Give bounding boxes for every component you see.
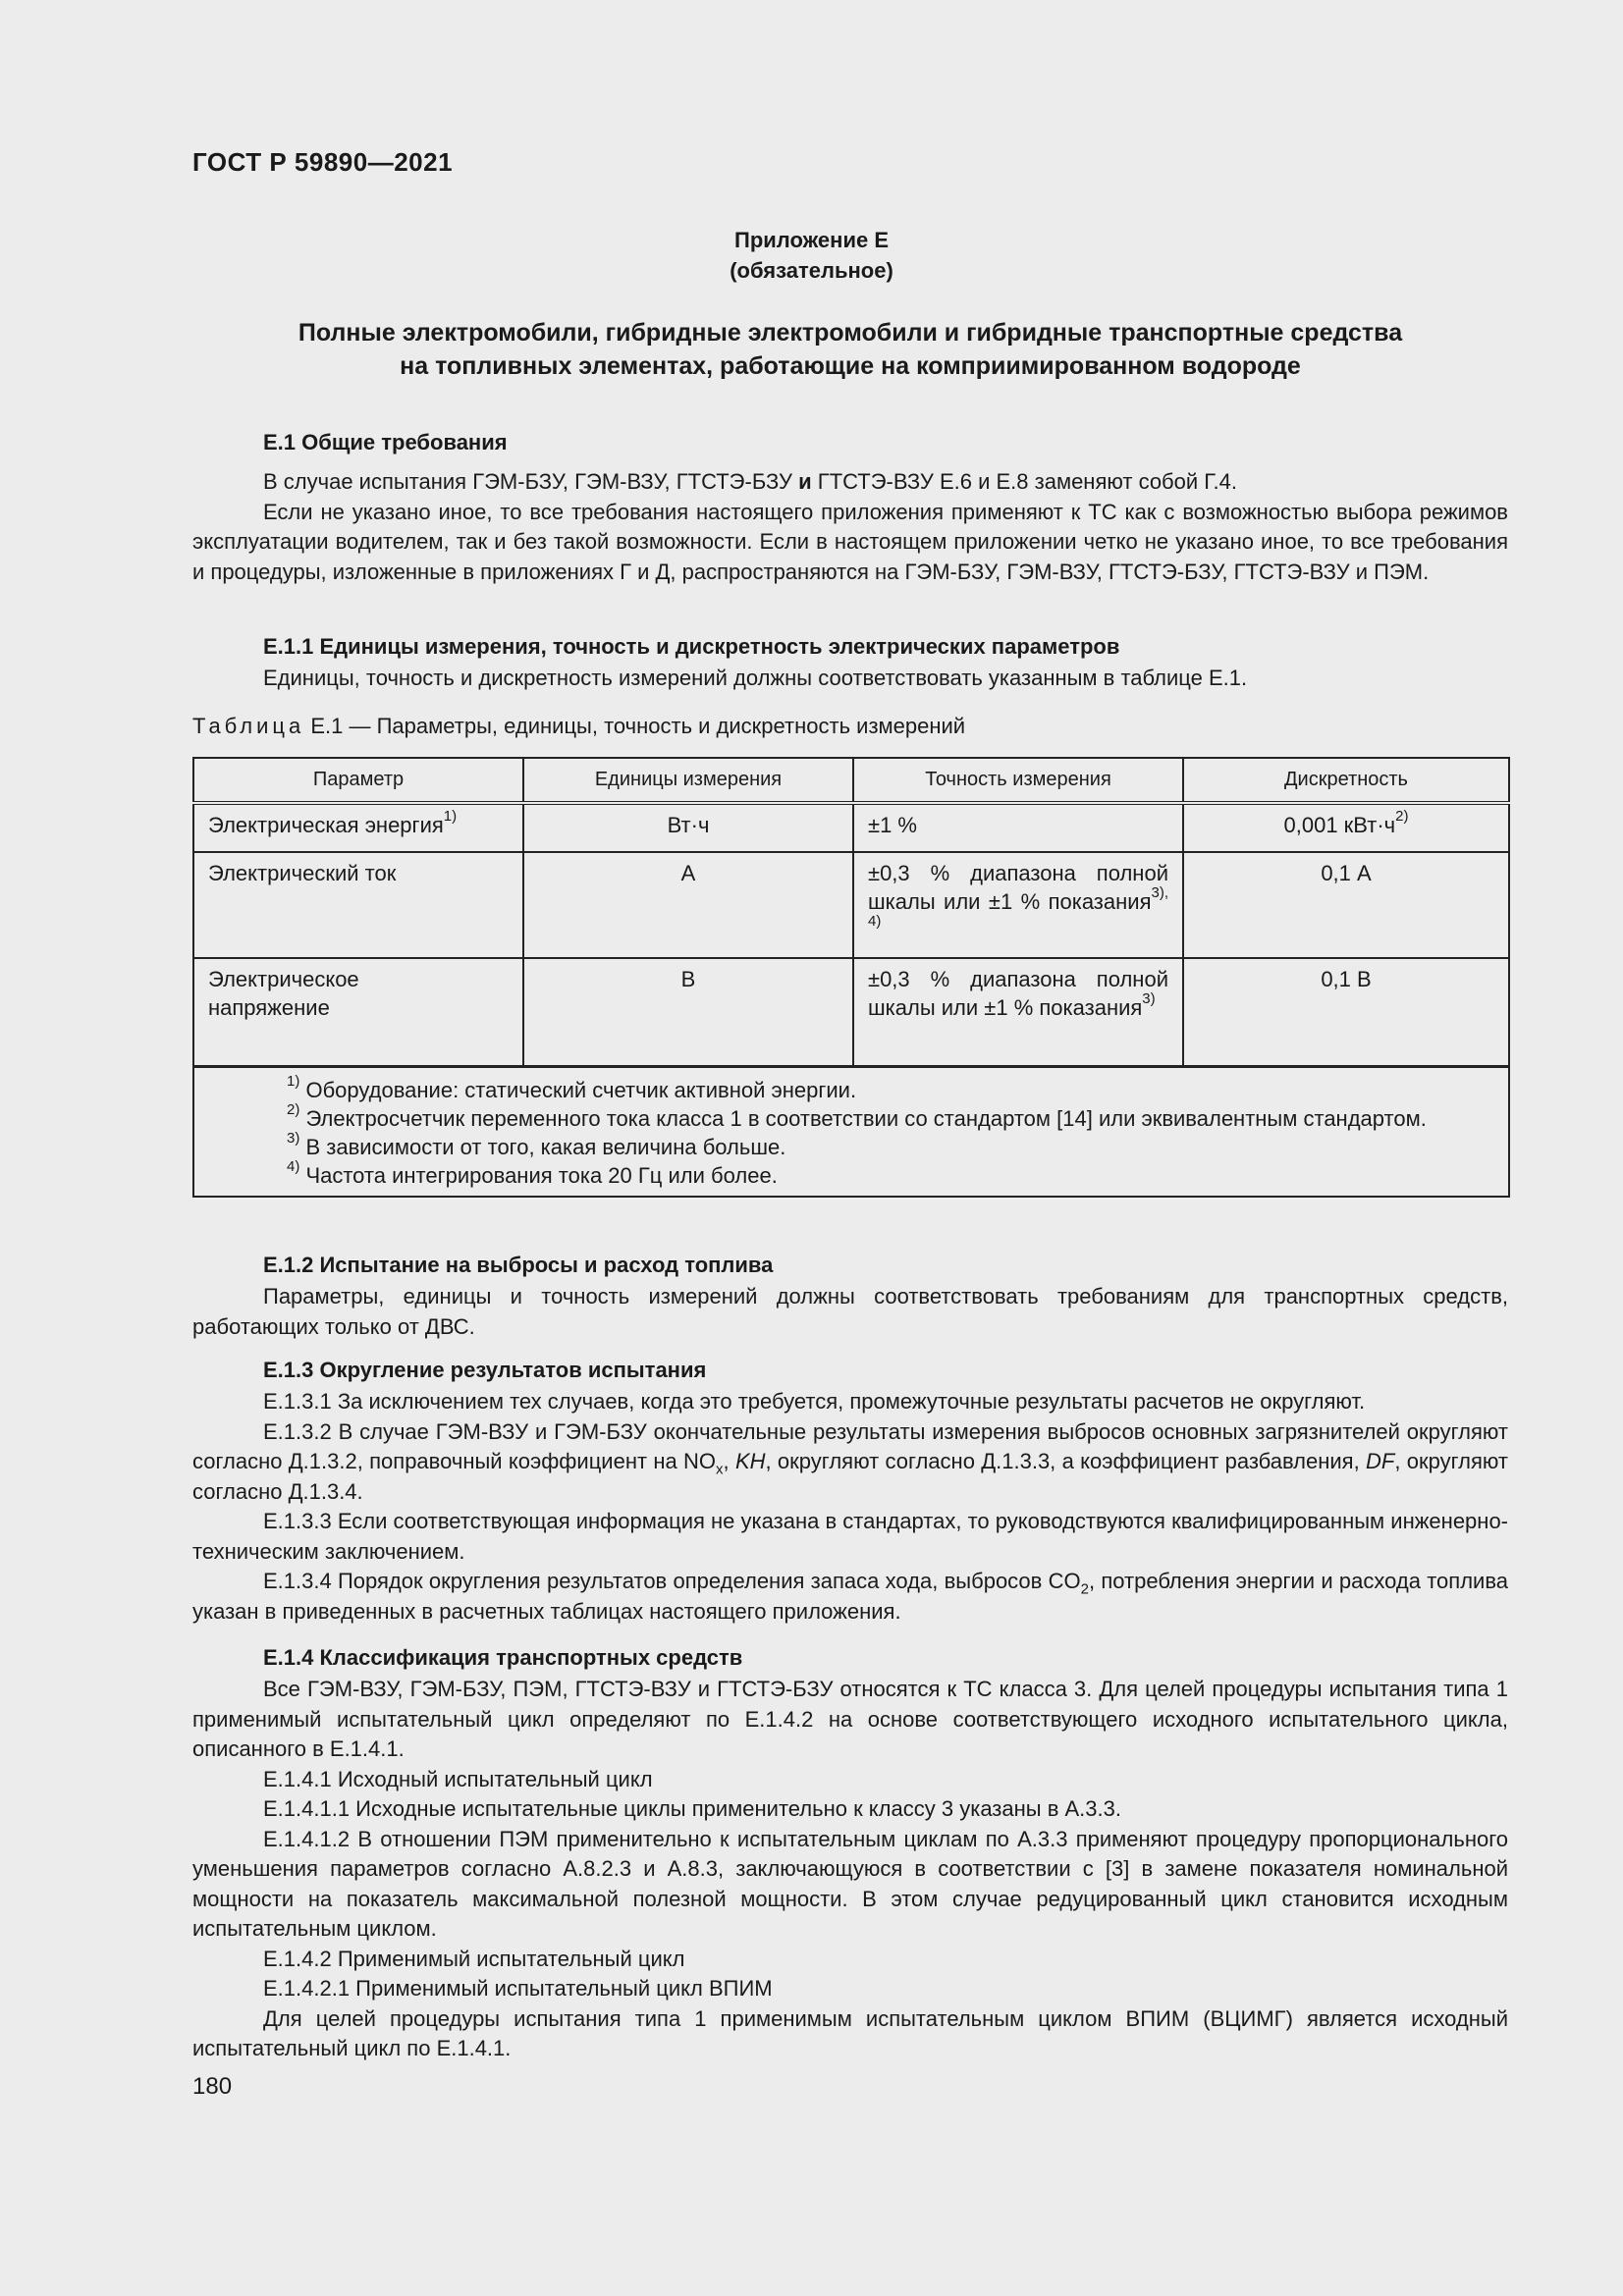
text: Е.1.3.4 Порядок округления результатов определения запаса хода, выбросов CO [263,1569,1081,1593]
table-cell: Электрический ток [193,852,523,958]
footnote-mark: 1) [287,1072,300,1090]
appendix-title [192,316,1508,383]
section-e13-heading: Е.1.3 Округление результатов испытания [263,1358,707,1382]
note-text: Электросчетчик переменного тока класса 1 в соответствии со стандартом [14] или эквивалентным стандартом. [299,1105,1427,1131]
table-note [208,1100,1494,1133]
caption-text: Е.1 — Параметры, единицы, точность и дискретность измерений [304,714,966,738]
section-e13-p2 [192,1417,1508,1508]
parameters-table [192,757,1510,1198]
caption-word: Таблица [192,714,305,738]
table-header-row [193,758,1509,803]
subscript: 2 [1080,1580,1089,1598]
appendix-status: (обязательное) [730,258,893,283]
section-e14-p7: Для целей процедуры испытания типа 1 применимым испытательным циклом ВПИМ (ВЦИМГ) является исходный испытательный цикл по Е.1.4.1. [192,2005,1508,2060]
section-e12-body [192,1282,1508,1342]
section-e1-heading: Е.1 Общие требования [263,430,508,454]
note-text: Частота интегрирования тока 20 Гц или более. [299,1162,778,1188]
table-cell [193,803,523,852]
table-cell: Вт·ч [523,803,853,852]
section-e13-p1: Е.1.3.1 За исключением тех случаев, когда это требуется, промежуточные результаты расчетов не округляют. [263,1389,1366,1414]
table-caption [192,714,965,739]
column-header: Единицы измерения [523,758,853,803]
section-e11-heading: Е.1.1 Единицы измерения, точность и дискретность электрических параметров [263,634,1120,659]
section-e14-body [192,1675,1508,2064]
note-text: Оборудование: статический счетчик активной энергии. [299,1077,857,1102]
table-cell: 0,1 В [1183,958,1509,1066]
table-cell [853,958,1183,1066]
table-note [208,1129,1494,1161]
table-cell: В [523,958,853,1066]
section-e14-p4: Е.1.4.1.2 В отношении ПЭМ применительно к испытательным циклам по А.3.3 применяют процедуру пропорционального уменьшения параметров согласно А.8.2.3 и А.8.3, заключающуюся в соответствии с [3] в замене показателя номинальной мощности на показатель максимальной полезной мощности. В этом случае редуцированный цикл становится исходным испытательным циклом. [192,1826,1508,1941]
section-e13-p3: Е.1.3.3 Если соответствующая информация не указана в стандартах, то руководствуются квалифицированным инженерно-техническим заключением. [192,1509,1508,1564]
cell-text: ±0,3 % диапазона полной шкалы или ±1 % показания [868,861,1168,914]
text: , [723,1449,735,1473]
footnote-mark: 3), 4) [868,884,1168,930]
appendix-title-line2: на топливных элементах, работающие на комприимированном водороде [400,352,1301,380]
table-note [208,1072,1494,1104]
section-e1-body [192,467,1508,587]
text: В случае испытания ГЭМ-БЗУ, ГЭМ-ВЗУ, ГТСТЭ-БЗУ [263,469,799,494]
cell-text: ±1 % [868,813,917,837]
text: ГТСТЭ-ВЗУ Е.6 и Е.8 заменяют собой Г.4. [811,469,1237,494]
footnote-mark: 1) [443,808,458,825]
table-notes [193,1066,1509,1197]
cell-text: Электрическая энергия [208,813,444,837]
table-notes-row [193,1066,1509,1197]
footnote-mark: 2) [287,1100,300,1118]
note-text: В зависимости от того, какая величина больше. [299,1134,786,1159]
section-e11-body [192,664,1508,694]
text: , округляют согласно Д.1.3.4. [192,1449,1508,1504]
text-bold: и [798,469,812,494]
document-header: ГОСТ Р 59890—2021 [192,147,454,177]
text: Е.1.3.2 В случае ГЭМ-ВЗУ и ГЭМ-БЗУ окончательные результаты измерения выбросов основных загрязнителей округляют согласно Д.1.3.2, поправочный коэффициент на NO [192,1418,1508,1473]
cell-text: 0,001 кВт·ч [1283,813,1396,837]
section-e11-p1: Единицы, точность и дискретность измерений должны соответствовать указанным в таблице Е.1. [263,666,1248,690]
text: , округляют согласно Д.1.3.3, а коэффициент разбавления, [765,1449,1367,1473]
footnote-mark: 3) [287,1129,300,1147]
table-cell [1183,803,1509,852]
table-cell: 0,1 А [1183,852,1509,958]
section-e1-p1 [192,467,1508,498]
symbol: DF [1366,1449,1395,1473]
footnote-mark: 3) [1142,990,1156,1007]
cell-text: ±0,3 % диапазона полной шкалы или ±1 % показания [868,967,1168,1020]
column-header: Точность измерения [853,758,1183,803]
appendix-title-line1: Полные электромобили, гибридные электромобили и гибридные транспортные средства [298,319,1403,347]
section-e14-p2: Е.1.4.1 Исходный испытательный цикл [263,1766,653,1791]
section-e12-heading: Е.1.2 Испытание на выбросы и расход топлива [263,1253,774,1277]
page-number: 180 [192,2073,233,2100]
table-row [193,852,1509,958]
subscript: x [716,1461,724,1478]
symbol: KH [734,1449,766,1473]
section-e13-p4 [192,1567,1508,1627]
table-row [193,958,1509,1066]
section-e14-p5: Е.1.4.2 Применимый испытательный цикл [263,1946,685,1971]
column-header: Дискретность [1183,758,1509,803]
appendix-name: Приложение Е [734,228,889,252]
column-header: Параметр [193,758,523,803]
section-e1-p2: Если не указано иное, то все требования настоящего приложения применяют к ТС как с возможностью выбора режимов эксплуатации водителем, так и без такой возможности. Если в настоящем приложении четко не указано иное, то все требования и процедуры, изложенные в приложениях Г и Д, распространяются на ГЭМ-БЗУ, ГЭМ-ВЗУ, ГТСТЭ-БЗУ, ГТСТЭ-ВЗУ и ПЭМ. [192,499,1508,584]
section-e14-p1: Все ГЭМ-ВЗУ, ГЭМ-БЗУ, ПЭМ, ГТСТЭ-ВЗУ и ГТСТЭ-БЗУ относятся к ТС класса 3. Для целей процедуры испытания типа 1 применимый испытательный цикл определяют по Е.1.4.2 на основе соответствующего исходного испытательного цикла, описанного в Е.1.4.1. [192,1677,1508,1761]
text: , потребления энергии и расхода топлива указан в приведенных в расчетных таблицах настоящего приложения. [192,1569,1508,1624]
table-note [208,1157,1494,1190]
table-cell [853,852,1183,958]
section-e12-p1: Параметры, единицы и точность измерений должны соответствовать требованиям для транспортных средств, работающих только от ДВС. [192,1284,1508,1339]
section-e14-p3: Е.1.4.1.1 Исходные испытательные циклы применительно к классу 3 указаны в А.3.3. [263,1796,1121,1821]
footnote-mark: 2) [1395,808,1409,825]
table-row [193,803,1509,852]
section-e13-body [192,1387,1508,1627]
section-e14-heading: Е.1.4 Классификация транспортных средств [263,1645,743,1670]
table-cell [853,803,1183,852]
table-cell: А [523,852,853,958]
section-e14-p6: Е.1.4.2.1 Применимый испытательный цикл ВПИМ [263,1976,773,2001]
table-cell: Электрическое напряжение [193,958,523,1066]
footnote-mark: 4) [287,1157,300,1175]
